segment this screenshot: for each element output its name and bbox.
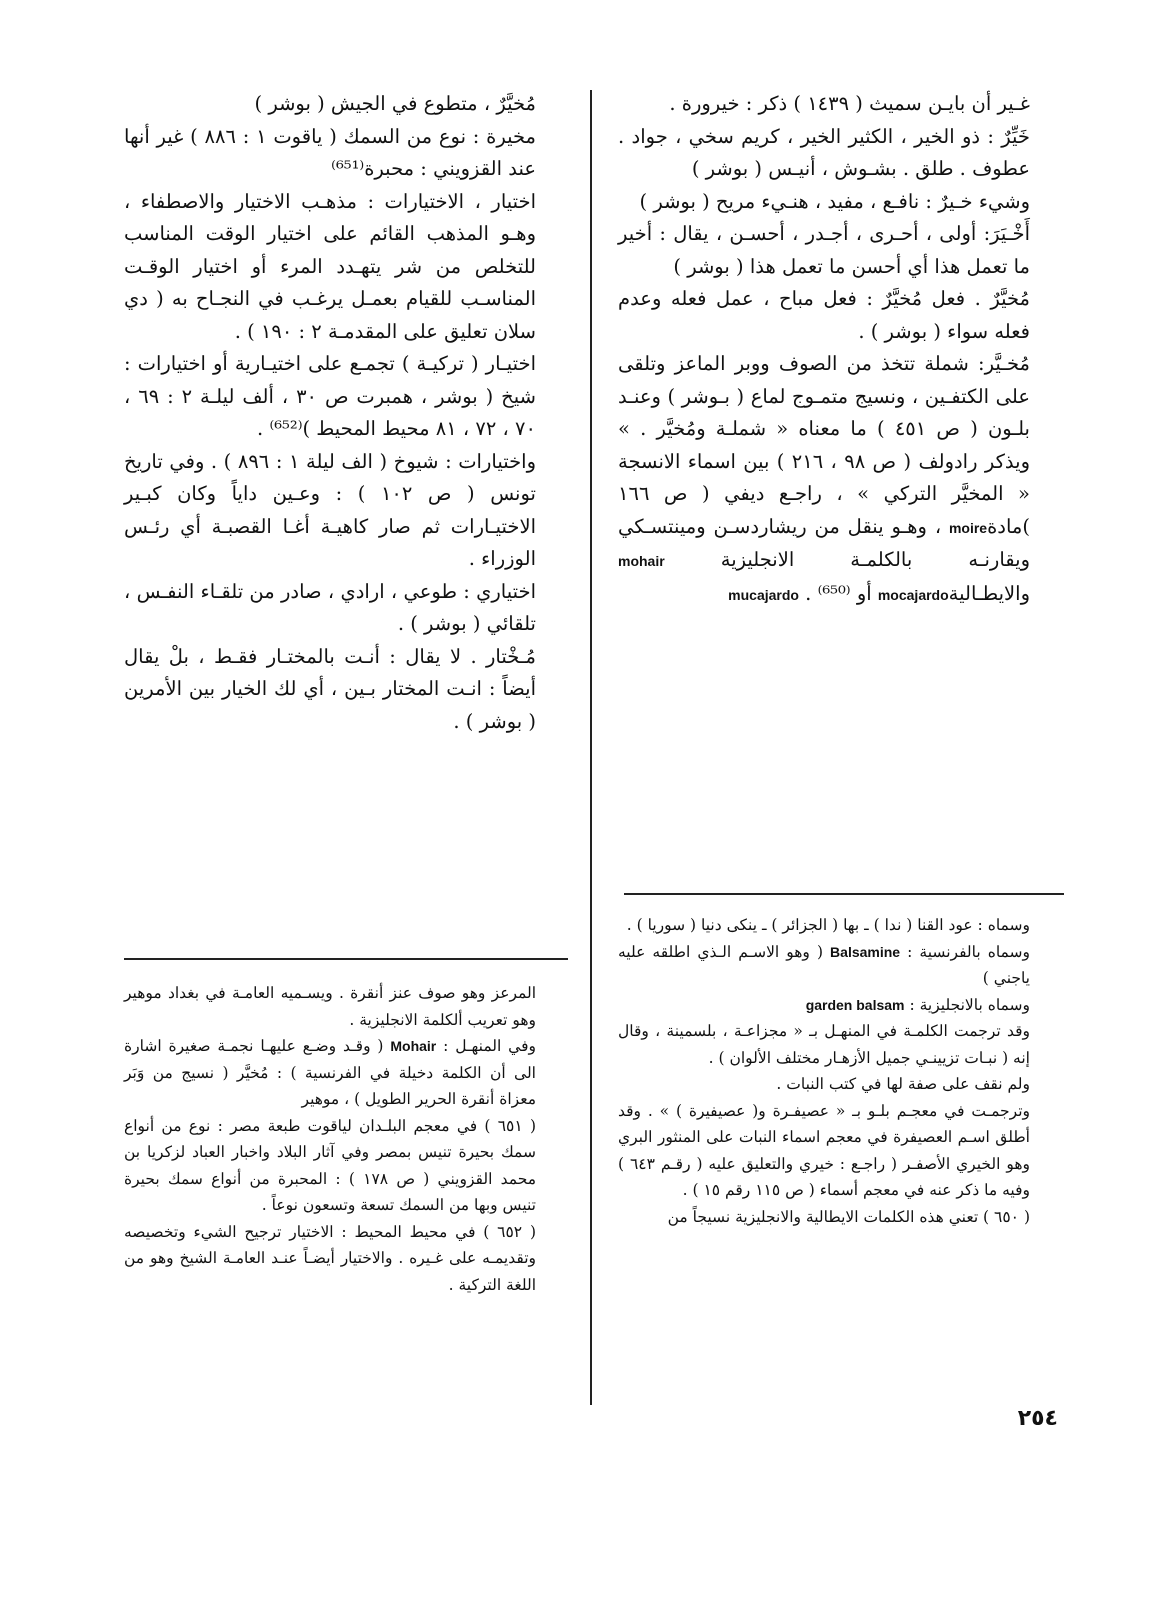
entry-paragraph: غـير أن بايـن سميث ( ١٤٣٩ ) ذكر : خيرورة . [669,92,1030,115]
footnote-rule-right [624,893,1064,895]
footnote-paragraph: المرعز وهو صوف عنز أنقرة . ويسـميه العامـة في بغداد موهير وهو تعريب ألكلمة الانجليزية . [124,984,536,1029]
entry-text: . ⁽⁶⁵⁰⁾ [805,581,851,605]
left-column [124,88,536,738]
footnote-rule-left [124,958,568,960]
page-number: ٢٥٤ [1017,1406,1058,1431]
entry-text: مُخـيَّر: شملة تتخذ من الصوف ووبر الماعز وتلقى على الكتفـين ، ونسيج متمـوج لماع ( بـوشر ) وعنـد بلـون ( ص ٤٥١ ) ما معناه « شملـة ومُخيَّر . » ويذكر رادولف ( ص ٩٨ ، ٢١٦ ) بين اسماء الانسجة « المخيَّر التركي » ، راجـع ديفي ( ص ١٦٦ )مادة [618,352,1030,538]
entry-paragraph: مُخيَّرٌ ، متطوع في الجيش ( بوشر ) [254,92,536,115]
footnote-paragraph [618,992,1030,1019]
latin-term: Mohair [390,1038,437,1054]
footnote-paragraph: وسماه : عود القنا ( ندا ) ـ بها ( الجزائر ) ـ ينكى دنيا ( سوريا ) . [626,916,1030,934]
entry-text: أو [856,581,872,605]
right-column [618,88,1030,611]
entry-text: ، وهـو ينقل من ريشاردسـن ومينتسـكي ويقارنـه بالكلمـة الانجليزية [618,514,1030,571]
latin-term: moire [948,519,988,536]
entry-text: والايطـالية [948,581,1030,605]
entry-paragraph: مُـخْتار . لا يقال : أنـت بالمختـار فقـط ، بلْ يقال أيضاً : انـت المختار بـين ، أي لك الخيار بين الأمرين ( بوشر ) . [124,644,536,733]
entry-paragraph: خَيِّرٌ : ذو الخير ، الكثير الخير ، كريم سخي ، جواد . عطوف . طلق . بشـوش ، أنيـس ( بوشر ) [618,124,1030,180]
footnote-text: وسماه بالانجليزية : [909,995,1030,1014]
footnotes-right [618,912,1030,1230]
entry-paragraph: أَخْـيَرَ: أولى ، أحـرى ، أجـدر ، أحسـن ، يقال : أخير ما تعمل هذا أي أحسن ما تعمل هذا ( بوشر ) [618,222,1030,278]
entry-paragraph [618,348,1030,611]
footnote-paragraph: ولم نقف على صفة لها في كتب النبات . [776,1075,1030,1093]
entry-paragraph: اختيار ، الاختيارات : مذهـب الاختيار والاصطفاء ، وهـو المذهب القائم على اختيار الوقت المناسب للتخلص من شر يتهـدد المرء أو اختيار الوقـت المناسـب للقيام بعمـل يرغـب في النجـاح به ( دي سلان تعليق على المقدمـة ٢ : ١٩٠ ) . [124,189,537,343]
latin-term: garden balsam [805,996,905,1013]
footnote-paragraph: ( ٦٥٠ ) تعني هذه الكلمات الايطالية والانجليزية نسيجاً من [667,1207,1030,1226]
footnote-paragraph: ( ٦٥٢ ) في محيط المحيط : الاختيار ترجيح الشيء وتخصيصه وتقديمـه على غـيره . والاختيار أيضـاً عنـد العامـة الشيخ وهو من اللغة التركية . [124,1222,536,1294]
footnote-paragraph [618,939,1030,992]
footnote-paragraph: وقد ترجمت الكلمـة في المنهـل بـ « مجزاعـة ، بلسمينة ، وقال إنه ( نبـات تزيينـي جميل الأزهـار مختلف الألوان ) . [618,1022,1030,1067]
footnote-text: ( وهو الاسـم الـذي اطلقه عليه ياجني ) [618,942,1030,987]
footnote-paragraph: وترجمـت في معجـم بلـو بـ « عصيفـرة و( عصيفيرة ) » . وقد أطلق اسـم العصيفرة في معجم اسماء النبات على المنثور البري وهو الخيري الأصفـر ( راجـع : خيري والتعليق عليه ( رقـم ٦٤٣ ) وفيه ما ذكر عنه في معجم أسماء ( ص ١١٥ رقم ١٥ ) . [618,1101,1030,1199]
latin-term: mocajardo [877,586,949,603]
entry-paragraph: اختيـار ( تركيـة ) تجمـع على اختيـارية أو اختيارات : شيخ ( بوشر ، همبرت ص ٣٠ ، ألف ليلـة ٢ : ٦٩ ، ٧٠ ، ٧٢ ، ٨١ محيط المحيط )⁽⁶⁵²⁾ . [124,352,536,440]
latin-term: mohair [618,553,665,569]
footnote-paragraph [124,1033,536,1113]
latin-term: mucajardo [728,586,799,603]
entry-paragraph: اختياري : طوعي ، ارادي ، صادر من تلقـاء النفـس ، تلقائي ( بوشر ) . [124,579,536,635]
footnote-text: وفي المنهـل : [443,1037,536,1055]
footnote-text: ( وقـد وضـع عليهـا نجمـة صغيرة اشارة الى أن الكلمة دخيلة في الفرنسية ) : مُخيَّر ( نسيج من وَبَر معزاة أنقرة الحرير الطويل ) ، موهير [124,1037,536,1108]
footnotes-left [124,980,536,1298]
entry-paragraph: مخيرة : نوع من السمك ( ياقوت ١ : ٨٨٦ ) غير أنها عند القزويني : محبرة⁽⁶⁵¹⁾ [124,124,536,180]
column-divider [590,90,592,1405]
latin-term: Balsamine [830,943,901,960]
entry-paragraph: وشيء خـيرٌ : نافـع ، مفيد ، هنـيء مريح ( بوشر ) [639,189,1030,213]
footnote-text: وسماه بالفرنسية : [907,942,1030,961]
footnote-paragraph: ( ٦٥١ ) في معجم البلـدان لياقوت طبعة مصر : نوع من أنواع سمك بحيرة تنيس بمصر وفي آثار البلاد واخبار العباد لزكريا بن محمد القزويني ( ص ١٧٨ ) : المحبرة من أنواع سمك بحيرة تنيس وبها من السمك تسعة وتسعون نوعاً . [124,1116,536,1214]
entry-paragraph: مُخيَّرٌ . فعل مُخيَّرٌ : فعل مباح ، عمل فعله وعدم فعله سواء ( بوشر ) . [618,287,1030,343]
entry-paragraph: واختيارات : شيوخ ( الف ليلة ١ : ٨٩٦ ) . وفي تاريخ تونس ( ص ١٠٢ ) : وعـين داياً وكان كبـير الاختيـارات ثم صار كاهيـة أغـا القصبـة أي رئـس الوزراء . [124,449,536,570]
